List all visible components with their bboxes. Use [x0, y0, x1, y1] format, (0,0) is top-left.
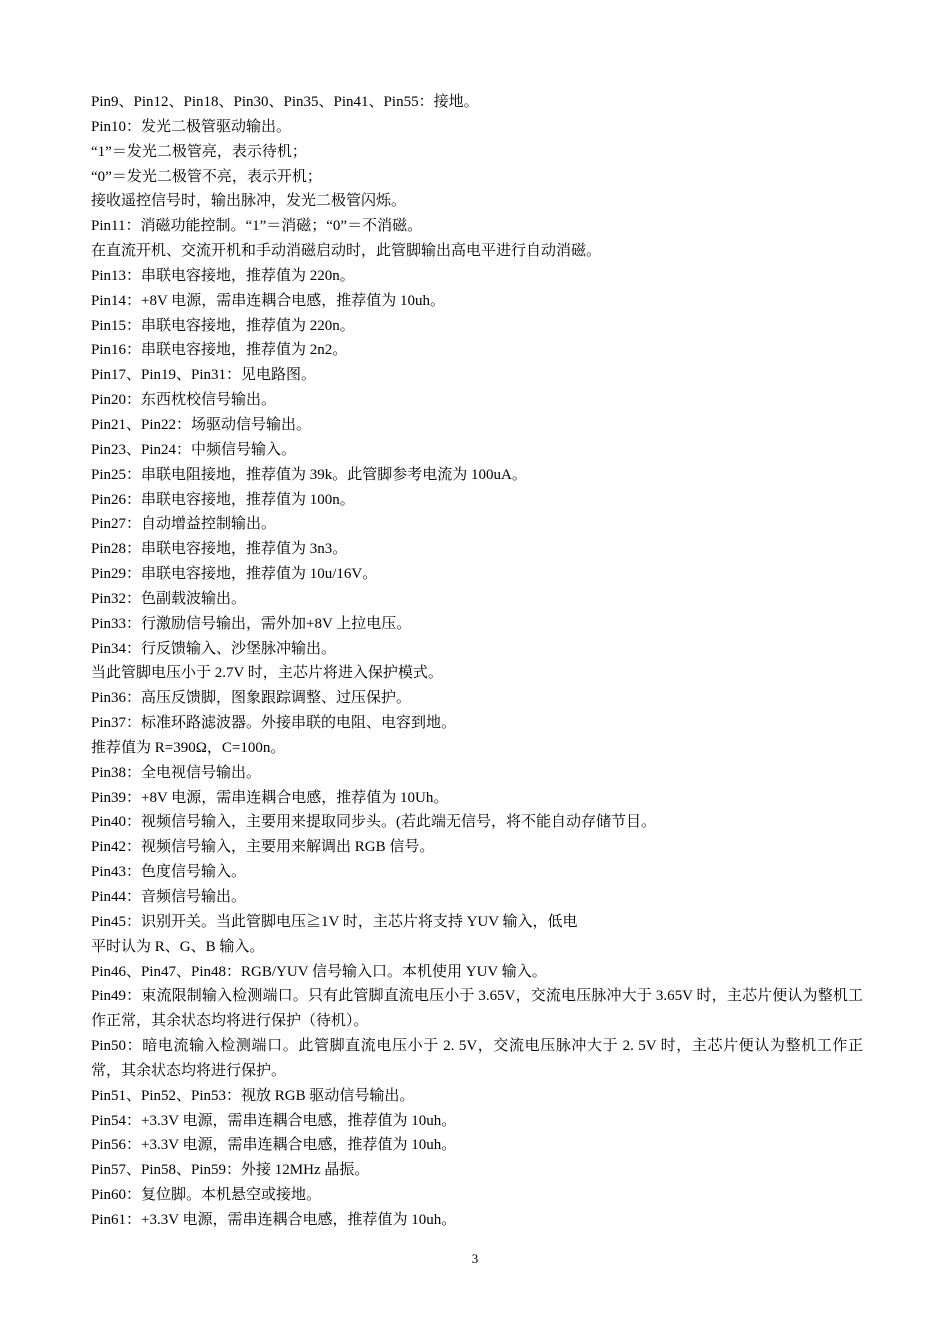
- text-paragraph-pin50: Pin50：暗电流输入检测端口。此管脚直流电压小于 2. 5V，交流电压脉冲大于 2. 5V 时，主芯片便认为整机工作正常，其余状态均将进行保护。: [91, 1038, 863, 1079]
- text-line-pin44: Pin44：音频信号输出。: [91, 889, 247, 905]
- text-line-pin17-19-31: Pin17、Pin19、Pin31：见电路图。: [91, 367, 317, 384]
- text-line-pin37-values: 推荐值为 R=390Ω，C=100n。: [91, 739, 286, 756]
- page-number: 3: [471, 1251, 479, 1266]
- text-line-pin21-22: Pin21、Pin22：场驱动信号输出。: [91, 416, 312, 433]
- text-paragraph-pin49: Pin49：束流限制输入检测端口。只有此管脚直流电压小于 3.65V，交流电压脉冲大于 3.65V 时，主芯片便认为整机工作正常，其余状态均将进行保护（待机）。: [91, 988, 863, 1030]
- text-line-pin42: Pin42：视频信号输入，主要用来解调出 RGB 信号。: [91, 839, 435, 856]
- text-line-pin51-53: Pin51、Pin52、Pin53：视放 RGB 驱动信号输出。: [91, 1087, 415, 1104]
- text-line-pin34: Pin34：行反馈输入、沙堡脉冲输出。: [91, 640, 337, 657]
- text-line-pin61: Pin61：+3.3V 电源，需串连耦合电感，推荐值为 10uh。: [91, 1211, 457, 1228]
- text-line-pin40: Pin40：视频信号输入，主要用来提取同步头。(若此端无信号，将不能自动存储节目。: [91, 814, 657, 831]
- text-line-pin43: Pin43：色度信号输入。: [91, 864, 247, 881]
- text-line-pin29: Pin29：串联电容接地，推荐值为 10u/16V。: [91, 566, 378, 583]
- text-line-pin10: Pin10：发光二极管驱动输出。: [91, 118, 292, 135]
- text-line-pin20: Pin20：东西枕校信号输出。: [91, 392, 277, 409]
- text-line-led-off: “0”＝发光二极管不亮，表示开机；: [91, 168, 322, 185]
- text-line-pin25: Pin25：串联电阻接地，推荐值为 39k。此管脚参考电流为 100uA。: [91, 466, 527, 483]
- text-line-pin27: Pin27：自动增益控制输出。: [91, 516, 277, 533]
- text-line-pin36: Pin36：高压反馈脚，图象跟踪调整、过压保护。: [91, 690, 412, 707]
- text-line-pin38: Pin38：全电视信号输出。: [91, 764, 262, 781]
- text-line-pin33: Pin33：行激励信号输出，需外加+8V 上拉电压。: [91, 615, 412, 632]
- text-line-pin34-note: 当此管脚电压小于 2.7V 时，主芯片将进入保护模式。: [91, 665, 443, 682]
- text-line-pin37: Pin37：标准环路滤波器。外接串联的电阻、电容到地。: [91, 715, 457, 732]
- text-line-pin45-cont: 平时认为 R、G、B 输入。: [91, 938, 265, 955]
- text-line-pin16: Pin16：串联电容接地，推荐值为 2n2。: [91, 342, 348, 359]
- text-line-led-blink: 接收遥控信号时，输出脉冲，发光二极管闪烁。: [91, 193, 407, 210]
- text-line-pin56: Pin56：+3.3V 电源，需串连耦合电感，推荐值为 10uh。: [91, 1137, 457, 1154]
- text-line-pin26: Pin26：串联电容接地，推荐值为 100n。: [91, 491, 355, 508]
- text-line-pin45: Pin45：识别开关。当此管脚电压≧1V 时，主芯片将支持 YUV 输入，低电: [91, 913, 578, 930]
- text-line-led-on: “1”＝发光二极管亮，表示待机；: [91, 143, 307, 160]
- text-line-pin23-24: Pin23、Pin24：中频信号输入。: [91, 441, 297, 458]
- text-line-pin14: Pin14：+8V 电源，需串连耦合电感，推荐值为 10uh。: [91, 292, 446, 309]
- document-body: [91, 90, 863, 1233]
- text-line-pin28: Pin28：串联电容接地，推荐值为 3n3。: [91, 541, 348, 558]
- text-line-pin39: Pin39：+8V 电源，需串连耦合电感，推荐值为 10Uh。: [91, 789, 449, 806]
- text-line-ground-pins: Pin9、Pin12、Pin18、Pin30、Pin35、Pin41、Pin55：接地。: [91, 94, 479, 110]
- text-line-pin11: Pin11：消磁功能控制。“1”＝消磁；“0”＝不消磁。: [91, 218, 423, 235]
- text-line-pin54: Pin54：+3.3V 电源，需串连耦合电感，推荐值为 10uh。: [91, 1112, 457, 1129]
- text-line-pin60: Pin60：复位脚。本机悬空或接地。: [91, 1187, 322, 1204]
- text-line-degauss-note: 在直流开机、交流开机和手动消磁启动时，此管脚输出高电平进行自动消磁。: [91, 243, 602, 260]
- text-line-pin57-59: Pin57、Pin58、Pin59：外接 12MHz 晶振。: [91, 1162, 370, 1179]
- text-line-pin46-48: Pin46、Pin47、Pin48：RGB/YUV 信号输入口。本机使用 YUV 输入。: [91, 963, 547, 980]
- text-line-pin13: Pin13：串联电容接地，推荐值为 220n。: [91, 267, 355, 284]
- text-line-pin32: Pin32：色副载波输出。: [91, 590, 247, 607]
- text-line-pin15: Pin15：串联电容接地，推荐值为 220n。: [91, 317, 355, 334]
